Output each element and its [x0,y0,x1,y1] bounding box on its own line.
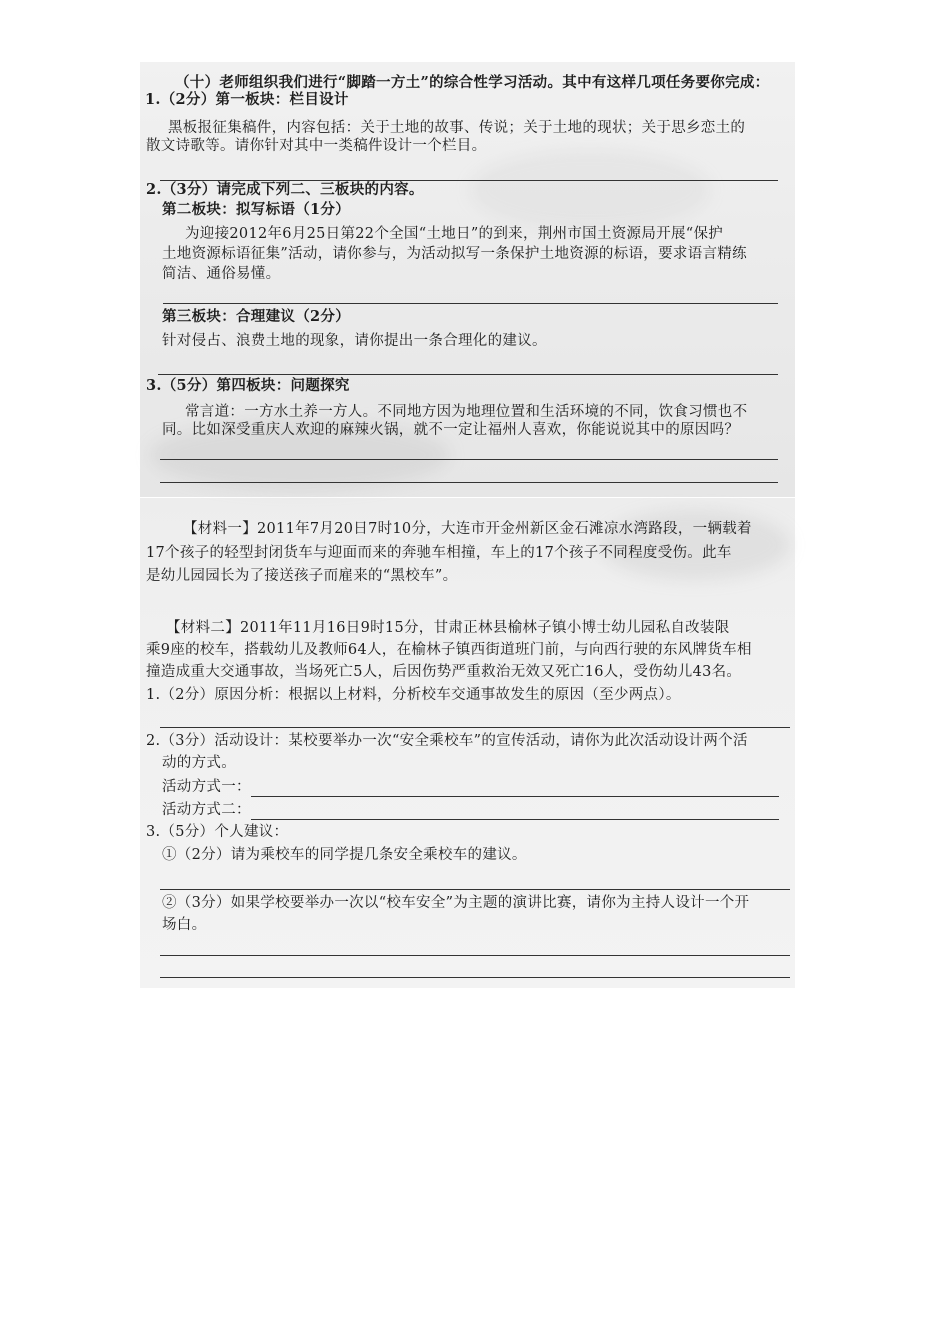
answer-line[interactable] [160,977,790,978]
question-2-body: 针对侵占、浪费土地的现象，请你提出一条合理化的建议。 [162,333,547,349]
question-1-body: 散文诗歌等。请你针对其中一类稿件设计一个栏目。 [146,138,487,154]
section-intro: （十）老师组织我们进行“脚踏一方土”的综合性学习活动。其中有这样几项任务要你完成： [175,74,770,91]
answer-line[interactable] [160,482,778,483]
question-3: 3.（5分）个人建议： [146,824,289,840]
question-2-subtitle: 第二板块：拟写标语（1分） [162,201,350,218]
question-3-part-b: ②（3分）如果学校要举办一次以“校车安全”为主题的演讲比赛，请你为主持人设计一个开 [162,895,750,911]
answer-line[interactable] [160,727,790,728]
question-1-body: 黑板报征集稿件，内容包括：关于土地的故事、传说；关于土地的现状；关于思乡恋土的 [168,120,746,136]
answer-line[interactable] [160,889,790,890]
question-3-part-a: ①（2分）请为乘校车的同学提几条安全乘校车的建议。 [162,847,527,863]
question-2: 动的方式。 [162,755,236,771]
material-1: 17个孩子的轻型封闭货车与迎面而来的奔驰车相撞，车上的17个孩子不同程度受伤。此车 [146,545,732,561]
activity-way-1 [162,777,779,797]
material-1: 是幼儿园园长为了接送孩子而雇来的“黑校车”。 [146,568,458,584]
question-3-title: 3.（5分）第四板块：问题探究 [146,377,350,394]
material-2: 撞造成重大交通事故，当场死亡5人，后因伤势严重救治无效又死亡16人，受伤幼儿43名。 [146,664,742,680]
answer-line[interactable] [163,303,778,304]
material-1: 【材料一】2011年7月20日7时10分，大连市开金州新区金石滩凉水湾路段，一辆载着 [183,521,752,537]
answer-line[interactable] [158,374,778,375]
question-1: 1.（2分）原因分析：根据以上材料，分析校车交通事故发生的原因（至少两点）。 [146,687,681,703]
activity-way-1-label: 活动方式一： [162,779,251,795]
material-2: 乘9座的校车，搭载幼儿及教师64人，在榆林子镇西街道班门前，与向西行驶的东风牌货车相 [146,642,752,658]
question-1-title: 1.（2分）第一板块：栏目设计 [145,91,349,108]
question-3-body: 常言道：一方水土养一方人。不同地方因为地理位置和生活环境的不同，饮食习惯也不 [185,404,748,420]
question-2: 2.（3分）活动设计：某校要举办一次“安全乘校车”的宣传活动，请你为此次活动设计两个活 [146,733,748,749]
material-2: 【材料二】2011年11月16日9时15分，甘肃正林县榆林子镇小博士幼儿园私自改装限 [166,620,730,636]
question-2-body: 为迎接2012年6月25日第22个全国“土地日”的到来，荆州市国土资源局开展“保护 [185,226,724,242]
answer-line[interactable] [160,955,790,956]
answer-line[interactable] [160,459,778,460]
question-3-body: 同。比如深受重庆人欢迎的麻辣火锅，就不一定让福州人喜欢，你能说说其中的原因吗？ [162,422,740,438]
activity-way-2-label: 活动方式二： [162,802,251,818]
question-2-subtitle: 第三板块：合理建议（2分） [162,308,350,325]
activity-way-2 [162,800,779,820]
scan-smudge [470,150,710,230]
question-2-title: 2.（3分）请完成下列二、三板块的内容。 [146,181,424,198]
question-2-body: 土地资源标语征集”活动，请你参与，为活动拟写一条保护土地资源的标语，要求语言精练 [162,246,747,262]
question-2-body: 简洁、通俗易懂。 [162,266,281,282]
activity-way-2-answer[interactable] [251,803,779,820]
question-3-part-b: 场白。 [162,917,207,933]
activity-way-1-answer[interactable] [251,780,779,797]
